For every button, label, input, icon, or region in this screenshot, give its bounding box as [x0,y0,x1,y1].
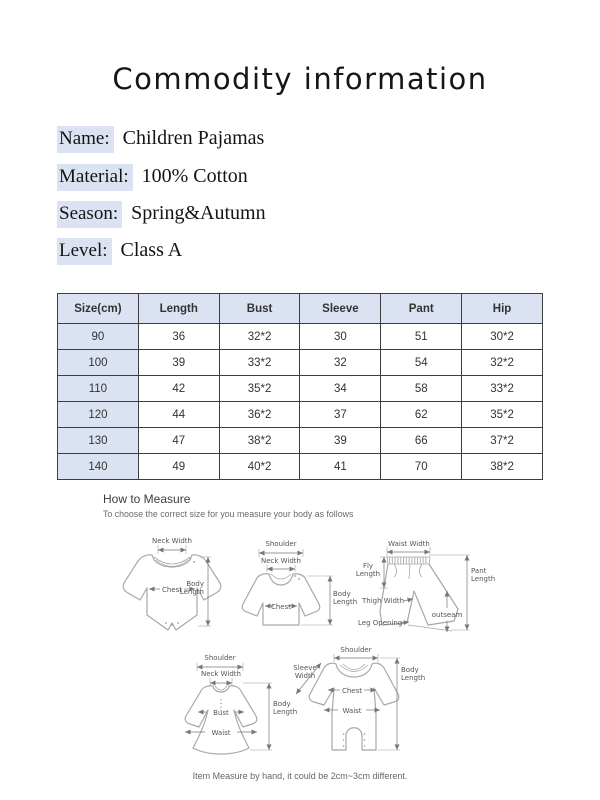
table-cell: 130 [58,428,139,454]
table-row [58,454,543,480]
table-cell: 39 [138,350,219,376]
table-cell: 32 [300,350,381,376]
footer-note: Item Measure by hand, it could be 2cm~3cm different. [192,771,408,781]
leg-opening-label: Leg Opening [358,619,403,627]
shoulder-label: Shoulder [204,654,236,662]
neck-width-label: Neck Width [200,670,242,678]
fly-length-label: Fly Length [355,562,381,579]
table-cell: 34 [300,376,381,402]
table-row [58,324,543,350]
table-header-cell: Bust [219,294,300,324]
table-cell: 30 [300,324,381,350]
pant-length-label: Pant Length [471,567,496,584]
table-row [58,428,543,454]
romper-diagram [288,644,428,759]
body-length-label: Body Length [401,666,426,683]
waist-label: Waist [211,729,231,737]
neck-width-label: Neck Width [151,537,193,545]
table-cell: 100 [58,350,139,376]
body-length-label: Body Length [179,580,204,597]
detail-row-season [57,201,266,228]
shoulder-label: Shoulder [265,540,297,548]
body-length-label: Body Length [333,590,358,607]
season-label: Season: [57,201,122,228]
shoulder-label: Shoulder [340,646,372,654]
table-cell: 54 [381,350,462,376]
detail-row-name [57,126,264,153]
dress-dimensions [185,654,297,750]
table-cell: 35*2 [219,376,300,402]
table-cell: 35*2 [462,402,543,428]
table-cell: 41 [300,454,381,480]
material-value: 100% Cotton [141,165,248,187]
table-cell: 36 [138,324,219,350]
dress-outline [185,686,257,754]
table-cell: 37*2 [462,428,543,454]
page-title: Commodity information [112,62,488,96]
chest-label: Chest [161,586,183,594]
table-cell: 58 [381,376,462,402]
table-cell: 32*2 [219,324,300,350]
table-cell: 33*2 [219,350,300,376]
table-cell: 44 [138,402,219,428]
table-cell: 38*2 [219,428,300,454]
chest-label: Chest [270,603,292,611]
name-value: Children Pajamas [122,127,265,149]
table-cell: 40*2 [219,454,300,480]
table-cell: 51 [381,324,462,350]
table-row [58,376,543,402]
detail-row-level [57,238,182,265]
shirt-diagram [237,538,359,633]
neck-width-label: Neck Width [260,557,302,565]
table-cell: 38*2 [462,454,543,480]
table-header-row [58,294,543,324]
table-cell: 47 [138,428,219,454]
bust-label: Bust [213,709,229,717]
table-cell: 140 [58,454,139,480]
level-label: Level: [57,238,112,265]
body-length-label: Body Length [273,700,298,717]
name-label: Name: [57,126,114,153]
size-table [57,293,543,480]
table-cell: 66 [381,428,462,454]
shorts-diagram [352,535,498,640]
dress-diagram [170,652,298,760]
table-cell: 110 [58,376,139,402]
chest-label: Chest [341,687,363,695]
table-cell: 32*2 [462,350,543,376]
material-label: Material: [57,164,133,191]
sleeve-width-label: Sleeve Width [293,664,317,681]
table-header-cell: Pant [381,294,462,324]
table-cell: 42 [138,376,219,402]
table-header-cell: Size(cm) [58,294,139,324]
bodysuit-dimensions [149,537,211,626]
measure-subheading: To choose the correct size for you measure your body as follows [103,509,354,519]
detail-row-material [57,164,248,191]
outseam-label: outseam [431,611,463,619]
table-cell: 33*2 [462,376,543,402]
thigh-width-label: Thigh Width [362,597,405,605]
table-cell: 120 [58,402,139,428]
level-value: Class A [120,239,183,261]
measure-heading: How to Measure [103,492,191,506]
table-cell: 37 [300,402,381,428]
table-cell: 90 [58,324,139,350]
table-row [58,350,543,376]
table-cell: 49 [138,454,219,480]
table-cell: 36*2 [219,402,300,428]
season-value: Spring&Autumn [131,202,266,224]
table-header-cell: Sleeve [300,294,381,324]
table-row [58,402,543,428]
table-cell: 62 [381,402,462,428]
table-cell: 39 [300,428,381,454]
table-cell: 30*2 [462,324,543,350]
table-header-cell: Length [138,294,219,324]
table-header-cell: Hip [462,294,543,324]
bodysuit-diagram [112,533,232,638]
romper-dimensions [293,646,425,750]
waist-width-label: Waist Width [388,540,430,548]
shirt-outline [242,574,320,625]
waist-label: Waist [342,707,362,715]
table-cell: 70 [381,454,462,480]
